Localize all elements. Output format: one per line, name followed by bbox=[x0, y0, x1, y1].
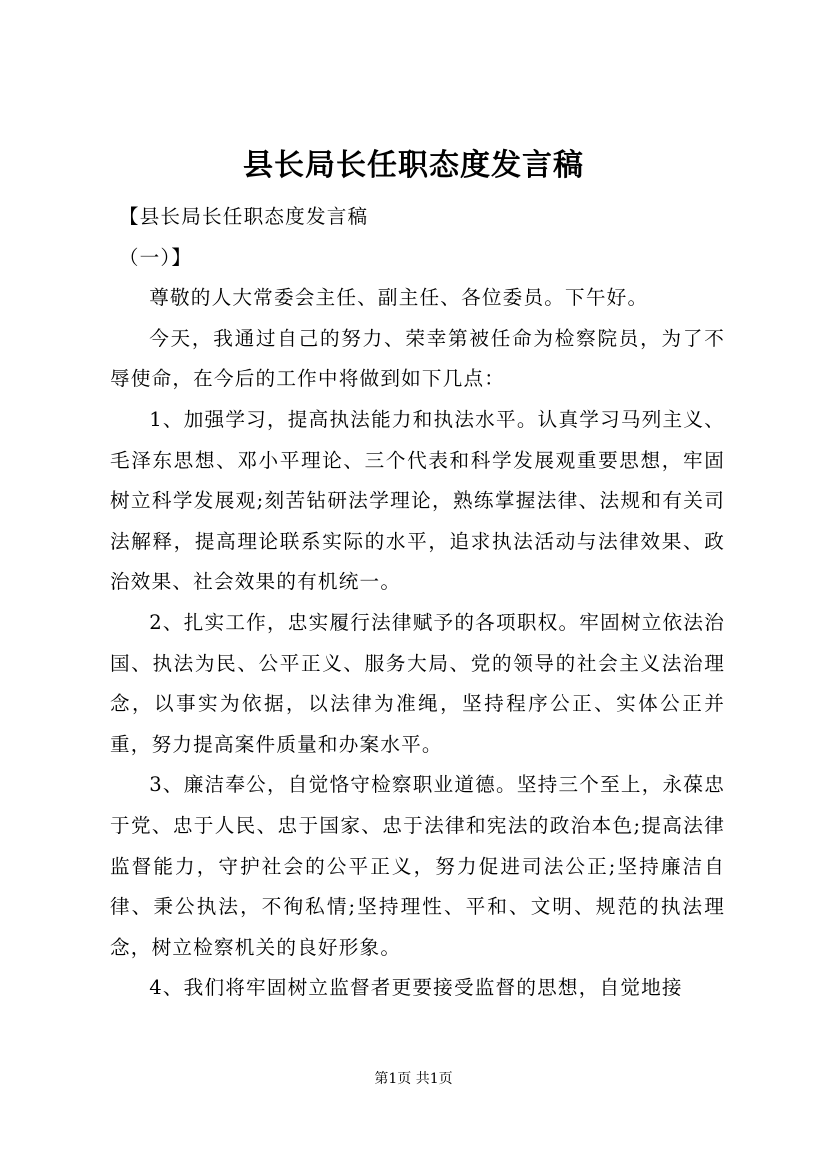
page-number-footer: 第1页 共1页 bbox=[374, 1071, 453, 1087]
heading-line-2: （一）】 bbox=[118, 245, 193, 269]
paragraph-point-1: 1、加强学习，提高执法能力和执法水平。认真学习马列主义、毛泽东思想、邓小平理论、三个代表和科学发展观重要思想，牢固树立科学发展观;刻苦钻研法学理论，熟练掌握法律、法规和有关司法解释，提高理论联系实际的水平，追求执法活动与法律效果、政治效果、社会效果的有机统一。 bbox=[110, 407, 725, 594]
document-body bbox=[110, 197, 725, 1009]
paragraph-greeting: 尊敬的人大常委会主任、副主任、各位委员。下午好。 bbox=[149, 286, 649, 310]
heading-line-1: 【县长局长任职态度发言稿 bbox=[118, 205, 369, 228]
paragraph-point-4: 4、我们将牢固树立监督者更要接受监督的思想，自觉地接 bbox=[149, 976, 683, 1000]
paragraph-point-3: 3、廉洁奉公，自觉恪守检察职业道德。坚持三个至上，永葆忠于党、忠于人民、忠于国家、忠于法律和宪法的政治本色;提高法律监督能力，守护社会的公平正义，努力促进司法公正;坚持廉洁自律、秉公执法，不徇私情;坚持理性、平和、文明、规范的执法理念，树立检察机关的良好形象。 bbox=[110, 773, 725, 959]
document-title: 县长局长任职态度发言稿 bbox=[243, 148, 584, 183]
paragraph-point-2: 2、扎实工作，忠实履行法律赋予的各项职权。牢固树立依法治国、执法为民、公平正义、服务大局、党的领导的社会主义法治理念，以事实为依据，以法律为准绳，坚持程序公正、实体公正并重，努力提高案件质量和办案水平。 bbox=[110, 610, 725, 756]
paragraph-intro: 今天，我通过自己的努力、荣幸第被任命为检察院员，为了不辱使命，在今后的工作中将做到如下几点： bbox=[110, 326, 725, 391]
